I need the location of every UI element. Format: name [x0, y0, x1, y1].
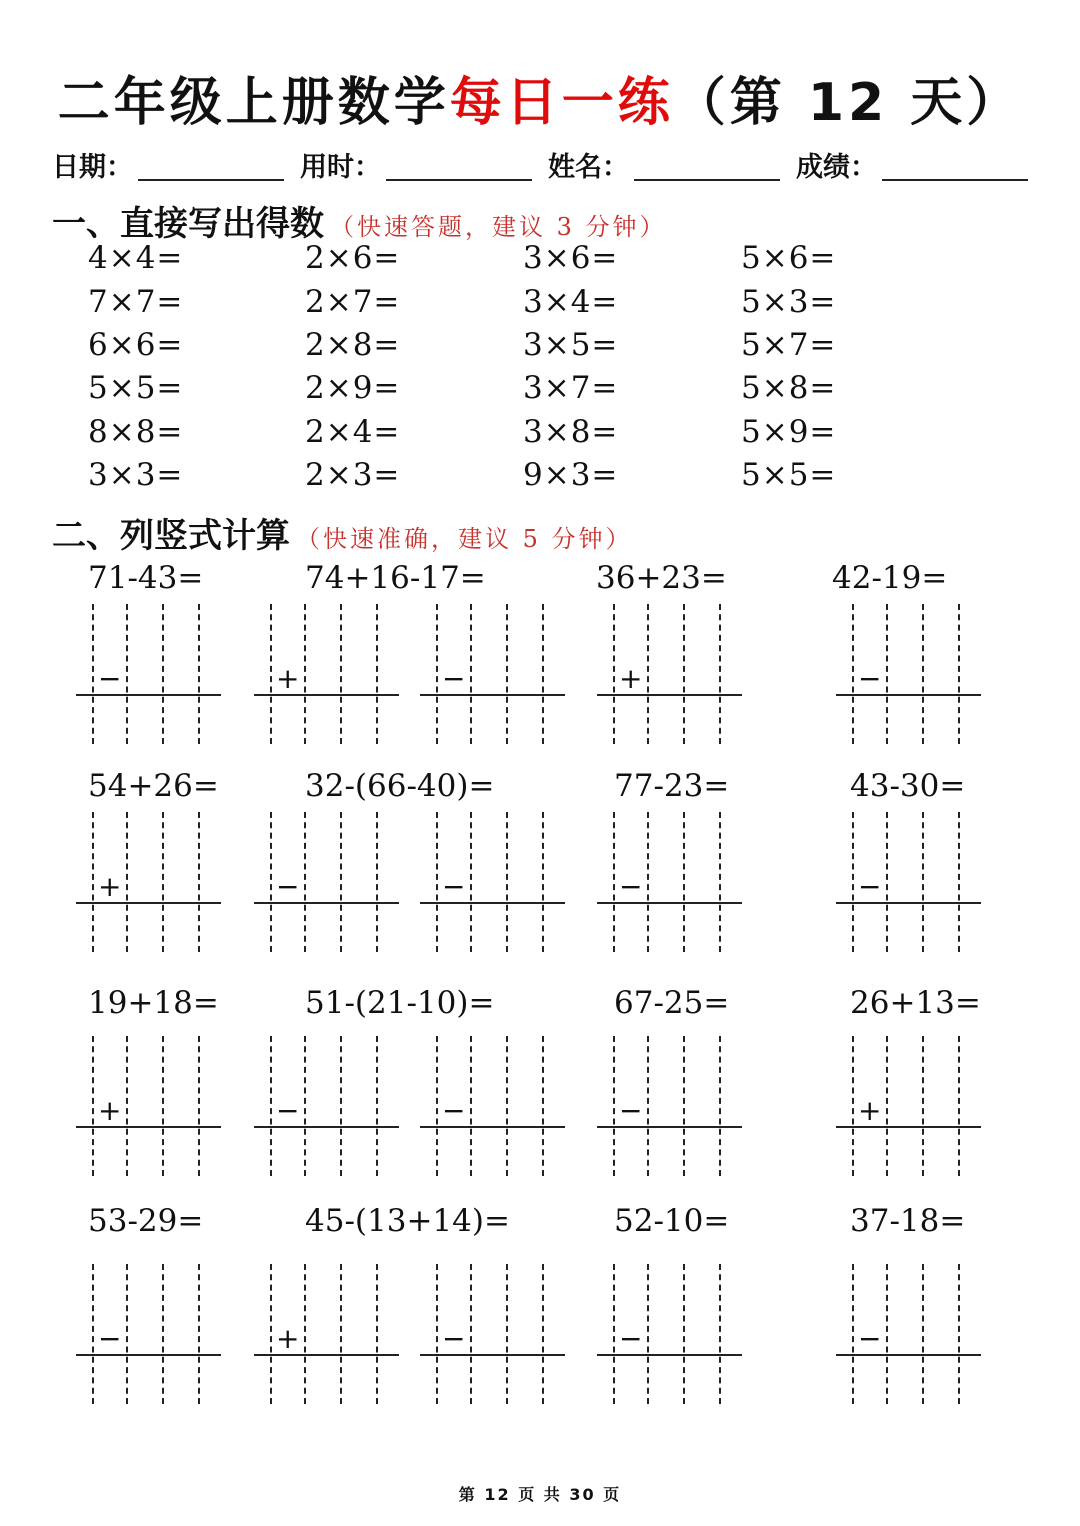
mult-problem: 7×7= — [88, 284, 184, 320]
column-guide — [922, 604, 924, 744]
answer-grid[interactable] — [609, 604, 759, 744]
mult-problem: 5×6= — [741, 240, 837, 276]
mult-problem: 5×5= — [741, 457, 837, 493]
answer-grid[interactable] — [88, 604, 238, 744]
column-guide — [719, 1036, 721, 1176]
column-guide — [470, 1036, 472, 1176]
answer-grid[interactable] — [848, 1036, 998, 1176]
column-guide — [126, 812, 128, 952]
plus-sign: + — [276, 1322, 300, 1355]
column-guide — [886, 604, 888, 744]
name-label: 姓名： — [548, 152, 629, 183]
column-guide — [162, 812, 164, 952]
column-guide — [126, 1264, 128, 1404]
answer-grid[interactable] — [88, 1264, 238, 1404]
minus-sign: − — [619, 870, 643, 903]
mult-problem: 8×8= — [88, 414, 184, 450]
time-field[interactable] — [386, 179, 532, 181]
column-guide — [958, 812, 960, 952]
column-guide — [470, 604, 472, 744]
mult-problem: 2×7= — [305, 284, 401, 320]
column-guide — [613, 812, 615, 952]
column-guide — [270, 1036, 272, 1176]
vertical-problem: 77-23= — [614, 768, 730, 804]
column-guide — [719, 812, 721, 952]
answer-grid[interactable] — [609, 1264, 759, 1404]
column-guide — [270, 604, 272, 744]
minus-sign: − — [442, 1322, 466, 1355]
column-guide — [270, 812, 272, 952]
column-guide — [886, 812, 888, 952]
answer-grid[interactable] — [266, 604, 416, 744]
minus-sign: − — [442, 870, 466, 903]
column-guide — [304, 604, 306, 744]
vertical-problem: 54+26= — [88, 768, 219, 804]
column-guide — [852, 812, 854, 952]
section-2-title — [52, 508, 633, 557]
column-guide — [198, 1036, 200, 1176]
column-guide — [613, 1264, 615, 1404]
column-guide — [506, 1036, 508, 1176]
answer-grid[interactable] — [848, 1264, 998, 1404]
vertical-problem: 51-(21-10)= — [305, 985, 495, 1021]
date-field[interactable] — [138, 179, 284, 181]
answer-grid[interactable] — [88, 812, 238, 952]
column-guide — [719, 604, 721, 744]
column-guide — [198, 812, 200, 952]
mult-problem: 3×8= — [523, 414, 619, 450]
column-guide — [436, 604, 438, 744]
vertical-problem: 43-30= — [850, 768, 966, 804]
name-field[interactable] — [634, 179, 780, 181]
section-1-note: （快速答题，建议 3 分钟） — [330, 213, 667, 241]
mult-problem: 3×7= — [523, 370, 619, 406]
mult-problem: 2×9= — [305, 370, 401, 406]
column-guide — [436, 1036, 438, 1176]
mult-problem: 5×5= — [88, 370, 184, 406]
column-guide — [647, 812, 649, 952]
column-guide — [922, 1036, 924, 1176]
column-guide — [376, 1036, 378, 1176]
column-guide — [683, 1264, 685, 1404]
mult-problem: 5×9= — [741, 414, 837, 450]
date-label: 日期： — [52, 152, 133, 183]
answer-grid[interactable] — [848, 604, 998, 744]
minus-sign: − — [442, 662, 466, 695]
column-guide — [436, 812, 438, 952]
column-guide — [162, 1036, 164, 1176]
mult-problem: 2×8= — [305, 327, 401, 363]
vertical-problem: 36+23= — [596, 560, 727, 596]
vertical-problem: 26+13= — [850, 985, 981, 1021]
column-guide — [958, 1264, 960, 1404]
student-info-row — [52, 145, 1042, 185]
minus-sign: − — [98, 662, 122, 695]
column-guide — [92, 812, 94, 952]
column-guide — [126, 1036, 128, 1176]
page-title — [0, 60, 1080, 135]
column-guide — [958, 604, 960, 744]
column-guide — [304, 1264, 306, 1404]
column-guide — [340, 1264, 342, 1404]
vertical-problem: 45-(13+14)= — [305, 1203, 510, 1239]
mult-problem: 2×3= — [305, 457, 401, 493]
column-guide — [470, 1264, 472, 1404]
column-guide — [92, 1264, 94, 1404]
column-guide — [683, 1036, 685, 1176]
column-guide — [340, 1036, 342, 1176]
column-guide — [886, 1264, 888, 1404]
column-guide — [436, 1264, 438, 1404]
column-guide — [162, 1264, 164, 1404]
answer-grid[interactable] — [266, 812, 416, 952]
minus-sign: − — [276, 870, 300, 903]
column-guide — [852, 1264, 854, 1404]
column-guide — [647, 1264, 649, 1404]
vertical-problem: 74+16-17= — [305, 560, 486, 596]
plus-sign: + — [276, 662, 300, 695]
column-guide — [922, 812, 924, 952]
mult-problem: 5×7= — [741, 327, 837, 363]
column-guide — [270, 1264, 272, 1404]
answer-grid[interactable] — [848, 812, 998, 952]
column-guide — [542, 1264, 544, 1404]
column-guide — [92, 1036, 94, 1176]
mult-problem: 2×6= — [305, 240, 401, 276]
plus-sign: + — [858, 1094, 882, 1127]
column-guide — [922, 1264, 924, 1404]
column-guide — [647, 604, 649, 744]
minus-sign: − — [858, 1322, 882, 1355]
column-guide — [304, 812, 306, 952]
vertical-problem: 42-19= — [832, 560, 948, 596]
minus-sign: − — [276, 1094, 300, 1127]
mult-problem: 3×5= — [523, 327, 619, 363]
column-guide — [506, 812, 508, 952]
score-label: 成绩： — [796, 152, 877, 183]
title-day: （第 12 天） — [673, 73, 1023, 133]
column-guide — [647, 1036, 649, 1176]
column-guide — [198, 1264, 200, 1404]
title-main: 二年级上册数学 — [57, 73, 450, 133]
time-label: 用时： — [300, 152, 381, 183]
section-2-heading: 二、列竖式计算 — [52, 516, 290, 556]
column-guide — [542, 1036, 544, 1176]
section-1-title — [52, 196, 667, 245]
mult-problem: 5×8= — [741, 370, 837, 406]
vertical-problem: 67-25= — [614, 985, 730, 1021]
minus-sign: − — [619, 1094, 643, 1127]
answer-grid[interactable] — [432, 604, 582, 744]
column-guide — [958, 1036, 960, 1176]
score-field[interactable] — [882, 179, 1028, 181]
mult-problem: 4×4= — [88, 240, 184, 276]
vertical-problem: 52-10= — [614, 1203, 730, 1239]
section-1-heading: 一、直接写出得数 — [52, 204, 324, 244]
column-guide — [542, 604, 544, 744]
column-guide — [683, 604, 685, 744]
column-guide — [304, 1036, 306, 1176]
answer-grid[interactable] — [609, 1036, 759, 1176]
vertical-problem: 53-29= — [88, 1203, 204, 1239]
plus-sign: + — [619, 662, 643, 695]
column-guide — [542, 812, 544, 952]
column-guide — [852, 604, 854, 744]
plus-sign: + — [98, 1094, 122, 1127]
column-guide — [470, 812, 472, 952]
page-footer: 第 12 页 共 30 页 — [458, 1485, 622, 1504]
column-guide — [886, 1036, 888, 1176]
mult-problem: 6×6= — [88, 327, 184, 363]
vertical-problem: 32-(66-40)= — [305, 768, 495, 804]
minus-sign: − — [858, 662, 882, 695]
column-guide — [852, 1036, 854, 1176]
answer-grid[interactable] — [266, 1036, 416, 1176]
column-guide — [340, 812, 342, 952]
column-guide — [92, 604, 94, 744]
mult-problem: 3×6= — [523, 240, 619, 276]
column-guide — [340, 604, 342, 744]
column-guide — [376, 812, 378, 952]
mult-problem: 9×3= — [523, 457, 619, 493]
minus-sign: − — [619, 1322, 643, 1355]
answer-grid[interactable] — [266, 1264, 416, 1404]
vertical-problem: 37-18= — [850, 1203, 966, 1239]
answer-grid[interactable] — [432, 1264, 582, 1404]
column-guide — [198, 604, 200, 744]
section-2-note: （快速准确，建议 5 分钟） — [296, 525, 633, 553]
answer-grid[interactable] — [432, 1036, 582, 1176]
minus-sign: − — [858, 870, 882, 903]
vertical-problem: 19+18= — [88, 985, 219, 1021]
answer-grid[interactable] — [88, 1036, 238, 1176]
mult-problem: 5×3= — [741, 284, 837, 320]
answer-grid[interactable] — [432, 812, 582, 952]
vertical-problem: 71-43= — [88, 560, 204, 596]
answer-grid[interactable] — [609, 812, 759, 952]
title-highlight: 每日一练 — [449, 73, 674, 133]
column-guide — [506, 604, 508, 744]
column-guide — [506, 1264, 508, 1404]
column-guide — [613, 604, 615, 744]
column-guide — [719, 1264, 721, 1404]
column-guide — [126, 604, 128, 744]
column-guide — [613, 1036, 615, 1176]
minus-sign: − — [442, 1094, 466, 1127]
column-guide — [162, 604, 164, 744]
mult-problem: 3×4= — [523, 284, 619, 320]
column-guide — [376, 1264, 378, 1404]
column-guide — [376, 604, 378, 744]
plus-sign: + — [98, 870, 122, 903]
minus-sign: − — [98, 1322, 122, 1355]
column-guide — [683, 812, 685, 952]
mult-problem: 2×4= — [305, 414, 401, 450]
mult-problem: 3×3= — [88, 457, 184, 493]
